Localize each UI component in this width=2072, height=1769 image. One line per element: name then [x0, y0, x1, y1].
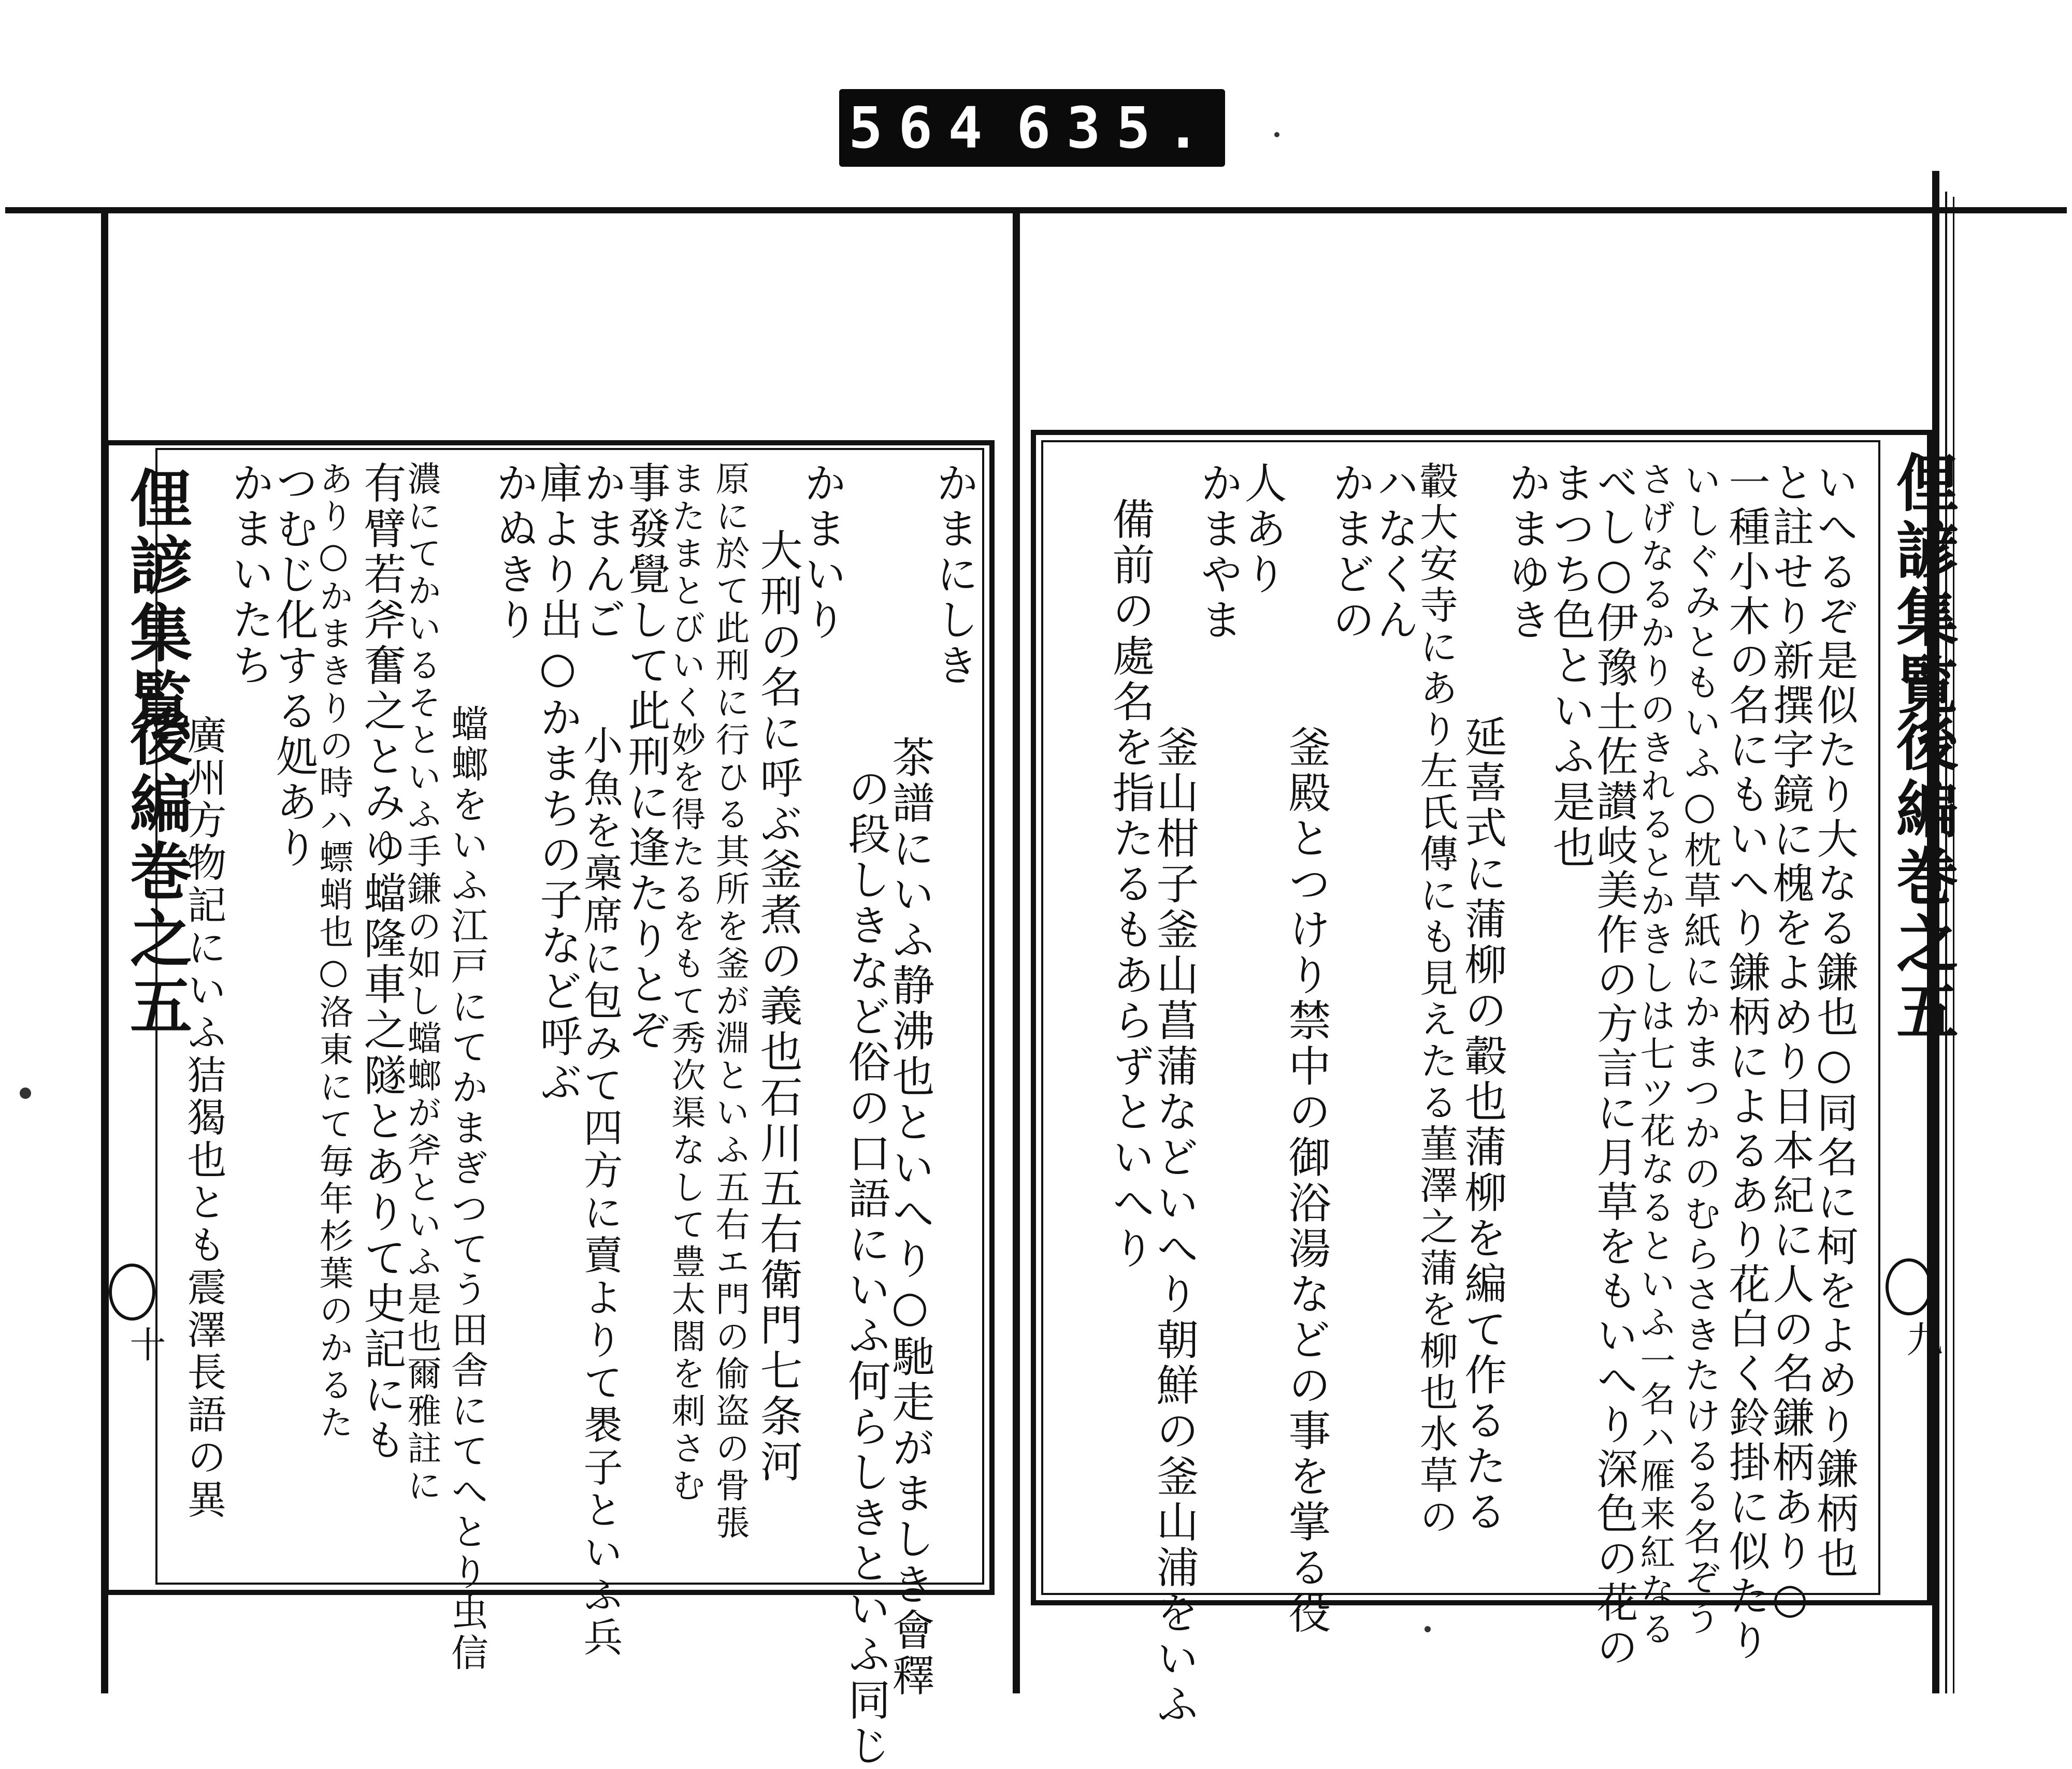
right-col-15: かまやま [1193, 461, 1243, 643]
left-col-3: の段しきなど俗の口語にいふ何らしきといふ同じ [841, 766, 890, 1769]
left-col-1: かまにしき [929, 461, 979, 689]
right-col-5: さげなるかりのきれるとかきしは七ツ花なるといふ一名ハ雁来紅なる [1634, 461, 1675, 1649]
left-col-11: 庫より出○かまちの子など呼ぶ [533, 461, 582, 1106]
right-col-11: ハなくん [1370, 461, 1419, 643]
right-col-3: 一種小木の名にもいへり鎌柄によるあり花白く鈴掛に似たり [1722, 461, 1770, 1663]
left-col-5: 大刑の名に呼ぶ釜煮の義也石川五右衛門七条河 [753, 528, 802, 1485]
left-page-volume: 後編巻之五 [120, 704, 193, 1041]
left-col-13: 蟷螂をいふ江戸にてかまぎつてう田舎にてへとり虫信 [445, 704, 488, 1674]
right-col-9: 延喜式に蒲柳の轂也蒲柳を編て作るたる [1458, 715, 1507, 1535]
left-page-header: 俚諺集覧 [120, 466, 193, 735]
left-col-14: 濃にてかいるそといふ手鎌の如し蟷螂が斧といふ是也爾雅註に [401, 461, 441, 1505]
left-col-17: かまいたち [225, 461, 274, 689]
right-col-14: 人あり [1238, 461, 1287, 598]
right-page-number: 九 [1901, 1321, 1943, 1357]
left-col-16: あり○かまきりの時ハ螵蛸也○洛東にて毎年杉葉のかるた [313, 461, 353, 1442]
right-col-12: かまどの [1326, 461, 1375, 643]
left-col-6: 原に於て此刑に行ひる其所を釜が淵といふ五右エ門の偷盗の骨張 [710, 461, 750, 1542]
right-page-header: 俚諺集覧 [1886, 451, 1959, 720]
book-top-edge [5, 207, 2067, 213]
left-col-9: かまんご [577, 461, 626, 643]
right-col-6: べし○伊豫土佐讃岐美作の方言に月草をもいへり深色の花の [1590, 461, 1638, 1670]
call-number-part-1: 564 [848, 95, 998, 161]
right-col-10: 轂大安寺にあり左氏傳にも見えたる菫澤之蒲を柳也水草の [1414, 461, 1458, 1538]
scan-speck [1274, 132, 1279, 137]
left-col-12: かぬきり [489, 461, 538, 643]
left-col-10: 小魚を槀席に包みて四方に賣よりて褁子といふ兵 [577, 725, 623, 1659]
left-col-18: つむじ化する処あり [269, 461, 318, 871]
left-page-number: 十 [124, 1326, 166, 1362]
right-col-4: いしぐみともいふ○枕草紙にかまつかのむらさきたけるる名ぞう [1678, 461, 1721, 1639]
right-col-8: かまゆき [1502, 461, 1551, 643]
right-col-17: 備前の處名を指たるもあらずといへり [1105, 497, 1155, 1272]
right-page-volume: 後編巻之五 [1886, 709, 1959, 1046]
left-col-15: 有臂若斧奮之とみゆ蟷隆車之隧とありて史記にも [357, 461, 406, 1463]
right-col-7: まつち色といふ是也 [1546, 461, 1595, 871]
right-col-2: と註せり新撰字鏡に槐をよめり日本紀に人の名鎌柄あり○ [1766, 461, 1814, 1626]
scan-speck [1424, 1626, 1431, 1632]
right-col-1: いへるぞ是似たり大なる鎌也○同名に柯をよめり鎌柄也 [1810, 461, 1858, 1581]
left-col-4: かまいり [797, 461, 846, 643]
right-col-13: 釜殿とつけり禁中の御浴湯などの事を掌る役 [1282, 725, 1331, 1636]
book-spine [1013, 212, 1020, 1693]
left-page-number-circle [109, 1264, 155, 1321]
left-col-7: またまとびいく妙を得たるをもて秀次渠なして豊太閤を刺さむ [666, 461, 706, 1505]
left-col-8: 事發覺して此刑に逢たりとぞ [621, 461, 670, 1053]
call-number-part-2: 635. [1016, 95, 1216, 161]
call-number-label [839, 89, 1225, 167]
left-col-19: 廣州方物記にいふ狤猲也とも震澤長語の異 [181, 715, 227, 1521]
left-col-2: 茶譜にいふ静沸也といへり○馳走がましき會釋 [885, 735, 934, 1699]
right-page-number-circle [1886, 1258, 1932, 1315]
right-col-16: 釜山柑子釜山菖蒲などいへり朝鮮の釜山浦をいふ [1149, 725, 1199, 1728]
scan-speck [20, 1088, 31, 1099]
